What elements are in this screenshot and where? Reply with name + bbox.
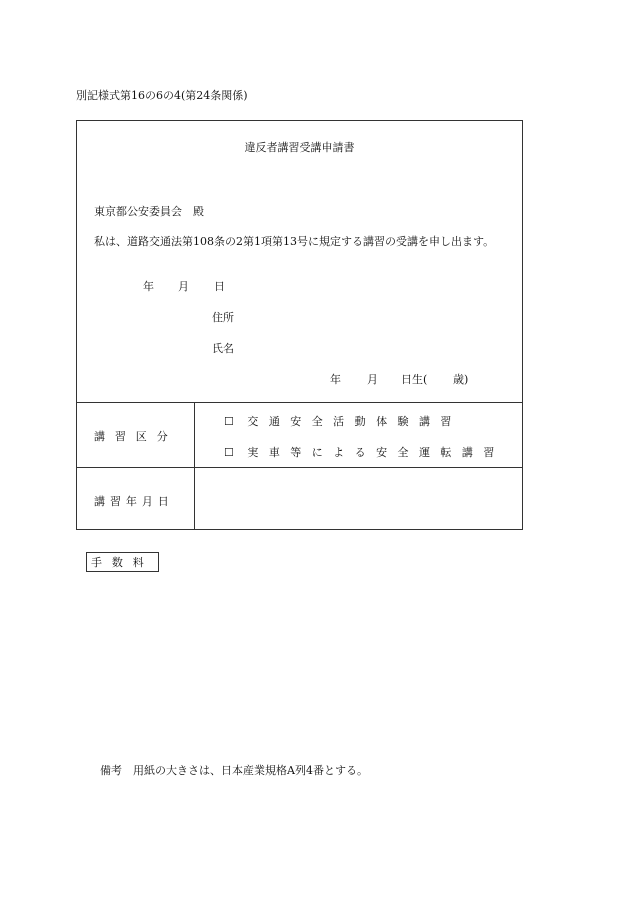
application-form <box>76 120 523 530</box>
divider-line <box>77 402 522 403</box>
checkbox-icon[interactable]: ☐ <box>224 446 234 459</box>
course-option-2[interactable] <box>224 444 505 460</box>
course-date-field[interactable] <box>195 468 523 530</box>
birth-day-label: 日生( <box>401 373 428 386</box>
age-label: 歳) <box>453 373 469 386</box>
birth-year-label: 年 <box>330 373 341 386</box>
name-label: 氏名 <box>212 342 234 355</box>
date-year-label: 年 <box>143 280 154 293</box>
course-type-label: 講習区分 <box>94 430 178 443</box>
addressee: 東京都公安委員会 殿 <box>94 205 204 218</box>
address-label: 住所 <box>212 311 234 324</box>
birth-month-label: 月 <box>367 373 378 386</box>
course-option-text: 交通安全活動体験講習 <box>247 415 462 428</box>
date-day-label: 日 <box>214 280 225 293</box>
course-date-label: 講習年月日 <box>94 495 174 508</box>
fee-label-box <box>86 552 159 572</box>
date-month-label: 月 <box>178 280 189 293</box>
course-option-text: 実車等による安全運転講習 <box>247 446 505 459</box>
form-reference: 別記様式第16の6の4(第24条関係) <box>76 89 248 102</box>
course-option-1[interactable] <box>224 413 462 429</box>
statement: 私は、道路交通法第108条の2第1項第13号に規定する講習の受講を申し出ます。 <box>94 235 495 248</box>
fee-label: 手数料 <box>91 556 154 569</box>
form-title: 違反者講習受講申請書 <box>244 141 355 154</box>
remarks-note: 備考 用紙の大きさは、日本産業規格A列4番とする。 <box>100 764 368 777</box>
checkbox-icon[interactable]: ☐ <box>224 415 234 428</box>
